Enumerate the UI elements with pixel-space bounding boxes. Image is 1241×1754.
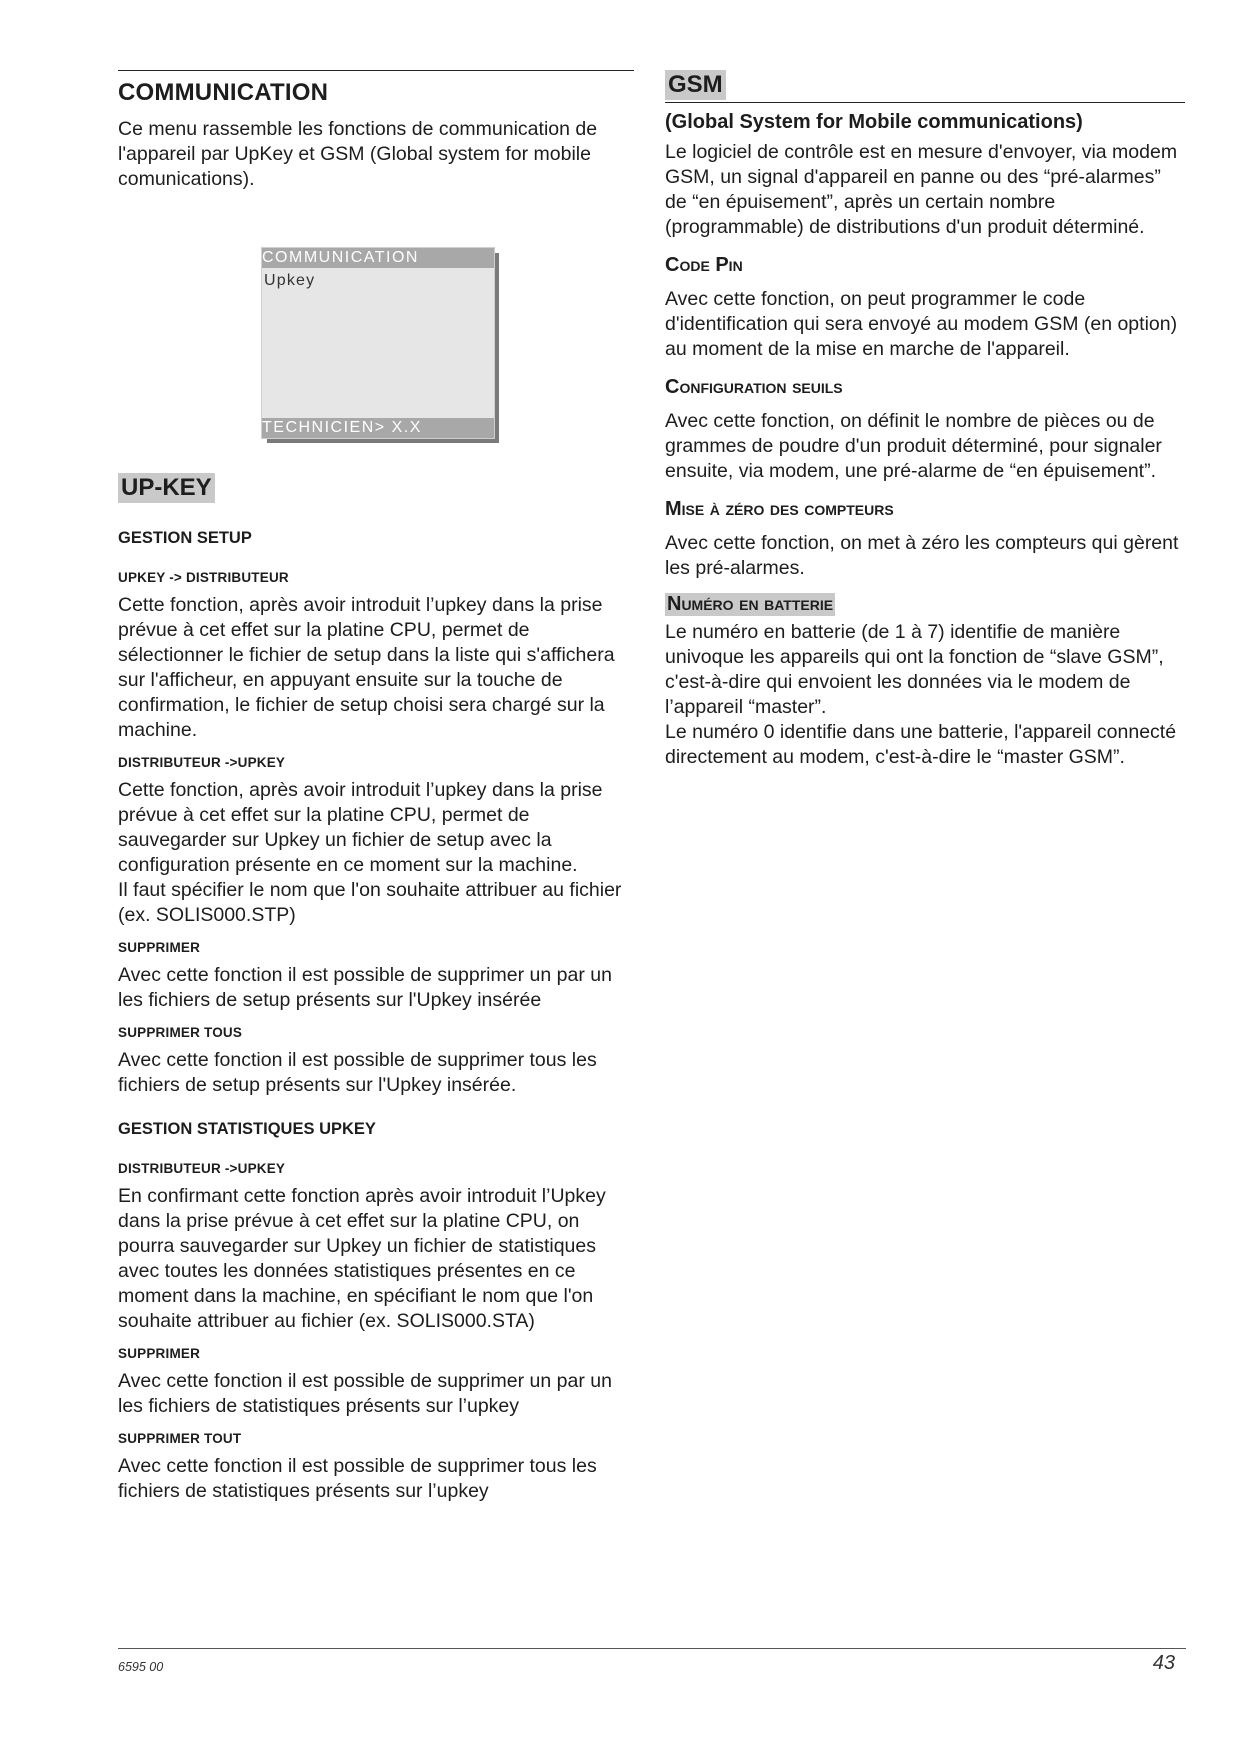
gestion-stats-heading: GESTION STATISTIQUES UPKEY [118,1120,376,1138]
screen-footer: TECHNICIEN> X.X [262,418,494,438]
distributeur-upkey-title: DISTRIBUTEUR ->UPKEY [118,755,286,770]
distributeur-upkey-text-a: Cette fonction, après avoir introduit l’upkey dans la prise prévue à cet effet sur la platine CPU, permet de sauvegarder sur Upkey un fichier de setup avec la configuration présente en ce moment sur la machine. [118,779,603,876]
supprimer-title: SUPPRIMER [118,940,201,955]
distributeur-upkey-text-b: Il faut spécifier le nom que l'on souhaite attribuer au fichier (ex. SOLIS000.STP) [118,879,622,926]
screen-menu-item: Upkey [264,272,316,289]
gsm-text: Le logiciel de contrôle est en mesure d'envoyer, via modem GSM, un signal d'appareil en panne ou des “pré-alarmes” de “en épuisement”, après un certain nombre (programmable) de distributions d'un produit déterminé. [665,141,1178,238]
footer-rule [118,1648,1186,1649]
screen-panel [261,247,495,439]
stats-supprimer-tout-text: Avec cette fonction il est possible de supprimer tous les fichiers de statistiques présents sur l’upkey [118,1455,597,1502]
left-column [118,70,634,1504]
supprimer-tous-text: Avec cette fonction il est possible de supprimer tous les fichiers de setup présents sur l'Upkey insérée. [118,1049,597,1096]
stats-distributeur-upkey-title: DISTRIBUTEUR ->UPKEY [118,1161,286,1176]
doc-code: 6595 00 [118,1660,164,1674]
upkey-heading: UP-KEY [118,473,215,503]
upkey-distributeur-title: UPKEY -> DISTRIBUTEUR [118,570,289,585]
configuration-seuils-title: Configuration seuils [665,376,843,398]
supprimer-text: Avec cette fonction il est possible de supprimer un par un les fichiers de setup présents sur l'Upkey insérée [118,964,612,1011]
upkey-section [118,473,634,1504]
numero-batterie-text-a: Le numéro en batterie (de 1 à 7) identifie de manière univoque les appareils qui ont la fonction de “slave GSM”, c'est-à-dire qui envoient les données via le modem de l’appareil “master”. [665,621,1164,718]
numero-batterie-text-b: Le numéro 0 identifie dans une batterie, l'appareil connecté directement au modem, c'est-à-dire le “master GSM”. [665,721,1177,768]
screen-title: COMMUNICATION [262,248,494,268]
gestion-setup-heading: GESTION SETUP [118,529,252,547]
page-number: 43 [1152,1652,1175,1674]
stats-supprimer-text: Avec cette fonction il est possible de supprimer un par un les fichiers de statistiques présents sur l’upkey [118,1370,612,1417]
stats-supprimer-title: SUPPRIMER [118,1346,201,1361]
stats-distributeur-upkey-text: En confirmant cette fonction après avoir introduit l’Upkey dans la prise prévue à cet effet sur la platine CPU, on pourra sauvegarder sur Upkey un fichier de statistiques avec toutes les données statistiques présentes en ce moment dans la machine, en spécifiant le nom que l'on souhaite attribuer au fichier (ex. SOLIS000.STA) [118,1185,606,1332]
gsm-rule [665,102,1185,103]
code-pin-text: Avec cette fonction, on peut programmer le code d'identification qui sera envoyé au modem GSM (en option) au moment de la mise en marche de l'appareil. [665,288,1178,360]
stats-supprimer-tout-title: SUPPRIMER TOUT [118,1431,242,1446]
gsm-subtitle: (Global System for Mobile communications) [665,111,1083,133]
numero-batterie-title: Numéro en batterie [667,593,834,615]
code-pin-title: Code Pin [665,254,743,276]
section-rule [118,70,634,71]
gsm-heading: GSM [665,70,726,100]
upkey-distributeur-text: Cette fonction, après avoir introduit l’upkey dans la prise prévue à cet effet sur la platine CPU, permet de sélectionner le fichier de setup dans la liste qui s'affichera sur l'afficheur, en appuyant ensuite sur la touche de confirmation, le fichier de setup choisi sera chargé sur la machine. [118,594,615,741]
supprimer-tous-title: SUPPRIMER TOUS [118,1025,243,1040]
configuration-seuils-text: Avec cette fonction, on définit le nombre de pièces ou de grammes de poudre d'un produit déterminé, pour signaler ensuite, via modem, une pré-alarme de “en épuisement”. [665,410,1162,482]
right-column [665,70,1185,770]
intro-paragraph: Ce menu rassemble les fonctions de communication de l'appareil par UpKey et GSM (Global system for mobile comunications). [118,118,598,190]
display-screen [261,247,493,437]
mise-a-zero-text: Avec cette fonction, on met à zéro les compteurs qui gèrent les pré-alarmes. [665,532,1179,579]
mise-a-zero-title: Mise à zéro des compteurs [665,498,894,520]
page-title: COMMUNICATION [118,79,329,106]
